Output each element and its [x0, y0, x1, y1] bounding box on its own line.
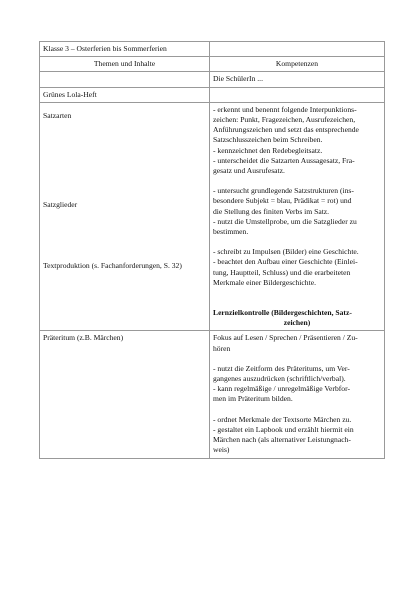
satzarten-line: - kennzeichnet den Redebegleitsatz.	[213, 145, 323, 155]
table-title: Klasse 3 – Osterferien bis Sommerferien	[40, 42, 210, 57]
praeteritum-line: men im Präteritum bilden.	[213, 394, 293, 404]
topic-satzarten: Satzarten	[43, 110, 72, 120]
praeteritum-line: gangenes auszudrücken (schriftlich/verbal).	[213, 374, 346, 384]
satzarten-line: Satzschlusszeichen beim Schreiben.	[213, 135, 323, 145]
satzglieder-line: die Stellung des finiten Verbs im Satz.	[213, 206, 330, 216]
maerchen-line: - ordnet Merkmale der Textsorte Märchen zu.	[213, 414, 352, 424]
intro-row	[40, 72, 385, 87]
satzglieder-line: bestimmen.	[213, 227, 249, 237]
topic-cell	[40, 102, 210, 331]
focus-line: Fokus auf Lesen / Sprechen / Präsentieren / Zu-	[213, 333, 358, 343]
satzglieder-line: - untersucht grundlegende Satzstrukturen (ins-	[213, 186, 354, 196]
col-header-themen: Themen und Inhalte	[40, 57, 210, 72]
intro-text: Die SchülerIn ...	[210, 72, 385, 87]
topic-praeteritum: Präteritum (z.B. Märchen)	[40, 331, 210, 458]
curriculum-table	[39, 41, 385, 459]
lernzielkontrolle: Lernzielkontrolle (Bildergeschichten, Satz-	[213, 308, 352, 318]
satzarten-line: - erkennt und benennt folgende Interpunktions-	[213, 104, 357, 114]
satzglieder-line: besondere Subjekt = blau, Prädikat = rot) und	[213, 196, 352, 206]
title-row	[40, 42, 385, 57]
topic-satzglieder: Satzglieder	[43, 200, 78, 210]
lernzielkontrolle-cont: zeichen)	[283, 318, 311, 328]
maerchen-line: weis)	[213, 445, 230, 455]
focus-line: hören	[213, 343, 231, 353]
satzarten-line: - unterscheidet die Satzarten Aussagesatz, Fra-	[213, 155, 355, 165]
textproduktion-line: - schreibt zu Impulsen (Bilder) eine Geschichte.	[213, 247, 359, 257]
praeteritum-line: - nutzt die Zeitform des Präteritums, um Ver-	[213, 363, 350, 373]
textproduktion-line: Merkmale einer Bildergeschichte.	[213, 277, 316, 287]
satzarten-line: Anführungszeichen und setzt das entsprechende	[213, 125, 359, 135]
textproduktion-line: tung, Hauptteil, Schluss) und die erarbeiteten	[213, 267, 351, 277]
praeteritum-cell	[210, 331, 385, 458]
satzarten-row	[40, 102, 385, 331]
satzarten-line: zeichen: Punkt, Fragezeichen, Ausrufezeichen,	[213, 115, 356, 125]
praeteritum-line: - kann regelmäßige / unregelmäßige Verbfor-	[213, 384, 350, 394]
praeteritum-row	[40, 331, 385, 458]
satzglieder-line: - nutzt die Umstellprobe, um die Satzglieder zu	[213, 216, 357, 226]
col-header-kompetenzen: Kompetenzen	[210, 57, 385, 72]
topic-textproduktion: Textproduktion (s. Fachanforderungen, S. 32)	[43, 261, 182, 271]
heft-label: Grünes Lola-Heft	[40, 87, 210, 102]
satzarten-line: gesatz und Ausrufesatz.	[213, 166, 285, 176]
maerchen-line: Märchen nach (als alternativer Leistungnach-	[213, 435, 351, 445]
competence-cell	[210, 102, 385, 331]
heft-row	[40, 87, 385, 102]
textproduktion-line: - beachtet den Aufbau einer Geschichte (Einlei-	[213, 257, 358, 267]
column-header-row	[40, 57, 385, 72]
maerchen-line: - gestaltet ein Lapbook und erzählt hiermit ein	[213, 424, 354, 434]
